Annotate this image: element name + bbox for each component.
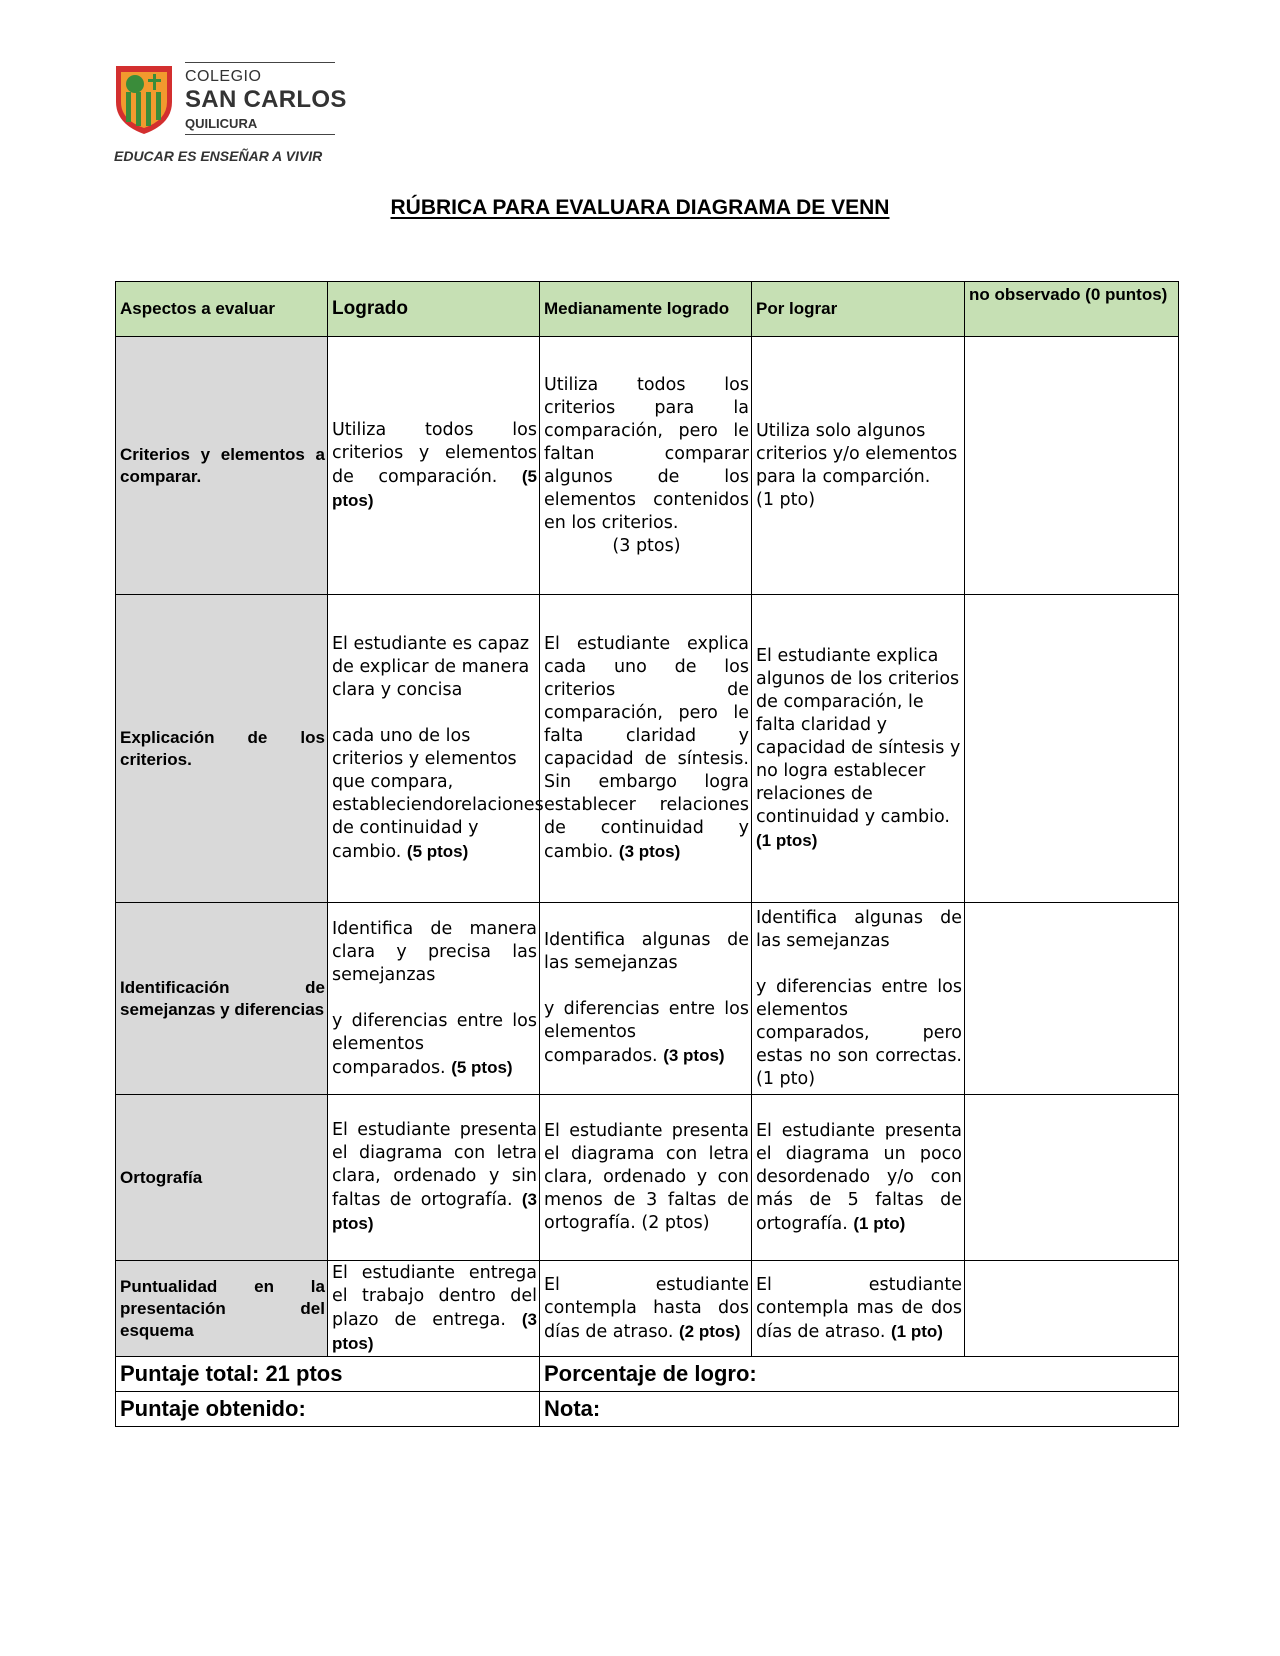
cell-text: Identifica algunas de las semejanzas [756, 907, 962, 951]
por-lograr-cell [752, 595, 965, 903]
nota: Nota: [540, 1392, 1179, 1427]
cell-text: El estudiante contempla mas de dos días de atraso. [756, 1274, 962, 1342]
logrado-cell [328, 337, 540, 595]
header-por-lograr: Por lograr [752, 282, 965, 337]
table-row [116, 595, 1179, 903]
aspect-cell: Puntualidad en la presentación del esquema [116, 1261, 328, 1357]
logo-line-2: SAN CARLOS [185, 86, 347, 113]
table-header-row [116, 282, 1179, 337]
cell-points: (1 pto) [853, 1213, 906, 1233]
cell-text: El estudiante entrega el trabajo dentro del plazo de entrega. [332, 1262, 537, 1330]
cell-points: (5 ptos) [332, 466, 537, 510]
cell-text: Utiliza todos los criterios y elementos de comparación. [332, 419, 537, 487]
no-observado-cell [965, 903, 1179, 1095]
aspect-cell: Ortografía [116, 1095, 328, 1261]
medio-cell [540, 1261, 752, 1357]
por-lograr-cell [752, 1095, 965, 1261]
cell-text: El estudiante es capaz de explicar de manera clara y concisa [332, 634, 530, 700]
school-crest-icon [113, 62, 175, 136]
header-aspectos: Aspectos a evaluar [116, 282, 328, 337]
cell-points: (3 ptos) [618, 842, 681, 861]
medio-cell [540, 337, 752, 595]
logrado-cell [328, 595, 544, 903]
header-logrado: Logrado [328, 282, 540, 337]
cell-text: Utiliza todos los criterios para la comparación, pero le faltan comparar algunos de los elementos contenidos en los criterios. [544, 374, 749, 533]
cell-points: (1 pto) [756, 1068, 816, 1089]
logrado-cell [328, 903, 540, 1095]
porcentaje-logro: Porcentaje de logro: [540, 1357, 1179, 1392]
cell-text: El estudiante presenta el diagrama un poco desordenado y/o con más de 5 faltas de ortografía. [756, 1120, 962, 1234]
cell-points: (3 ptos) [663, 1046, 725, 1065]
medio-cell [540, 903, 752, 1095]
cell-points: (2 ptos) [678, 1321, 741, 1341]
cell-text: El estudiante contempla hasta dos días de atraso. [544, 1274, 749, 1342]
cell-points: (1 ptos) [756, 830, 818, 850]
cell-text: y diferencias entre los elementos comparados. [332, 1010, 537, 1078]
footer-row-total [116, 1357, 1179, 1392]
footer-row-obtenido [116, 1392, 1179, 1427]
header-medianamente: Medianamente logrado [540, 282, 752, 337]
table-row [116, 903, 1179, 1095]
table-row [116, 337, 1179, 595]
cell-points: (2 ptos) [641, 1213, 710, 1233]
table-row [116, 1095, 1179, 1261]
cell-text: Utiliza solo algunos criterios y/o elementos para la comparción. [756, 420, 958, 487]
cell-points: (3 ptos) [332, 1309, 537, 1353]
cell-points: (5 ptos) [451, 1057, 513, 1077]
header-no-observado: no observado (0 puntos) [965, 282, 1179, 337]
no-observado-cell [965, 337, 1179, 595]
logo-line-1: COLEGIO [185, 68, 262, 85]
aspect-cell: Criterios y elementos a comparar. [116, 337, 328, 595]
por-lograr-cell [752, 337, 965, 595]
logrado-cell [328, 1095, 540, 1261]
cell-points: (5 ptos) [406, 842, 469, 861]
aspect-cell: Identificación de semejanzas y diferencias [116, 903, 328, 1095]
aspect-cell: Explicación de los criterios. [116, 595, 328, 903]
cell-points: (3 ptos) [332, 1190, 537, 1233]
logo-line-3: QUILICURA [185, 116, 258, 131]
cell-text: Identifica de manera clara y precisa las semejanzas [332, 918, 537, 985]
no-observado-cell [965, 1095, 1179, 1261]
medio-cell [540, 1095, 752, 1261]
medio-cell [540, 595, 752, 903]
cell-text: y diferencias entre los elementos comparados. [544, 999, 749, 1066]
rubric-table [115, 281, 1179, 1427]
cell-text: El estudiante explica algunos de los criterios de comparación, le falta claridad y capacidad de síntesis y no logra establecer relaciones de continuidad y cambio. [756, 645, 961, 827]
cell-text: El estudiante presenta el diagrama con letra clara, ordenado y sin faltas de ortografía. [332, 1120, 537, 1210]
cell-text: y diferencias entre los elementos comparados, pero estas no son correctas. [756, 976, 962, 1066]
puntaje-total: Puntaje total: 21 ptos [116, 1357, 540, 1392]
cell-points: (3 ptos) [612, 535, 681, 556]
cell-text: El estudiante presenta el diagrama con letra clara, ordenado y con menos de 3 faltas de ortografía. [544, 1121, 749, 1233]
school-motto: EDUCAR ES ENSEÑAR A VIVIR [114, 148, 323, 164]
cell-text: cada uno de los criterios y elementos que compara, estableciendorelaciones de continuidad y cambio. [332, 726, 544, 862]
table-row [116, 1261, 1179, 1357]
por-lograr-cell [752, 1261, 965, 1357]
puntaje-obtenido: Puntaje obtenido: [116, 1392, 540, 1427]
cell-points: (1 pto) [890, 1321, 943, 1341]
no-observado-cell [965, 1261, 1179, 1357]
no-observado-cell [965, 595, 1179, 903]
cell-text: El estudiante explica cada uno de los criterios de comparación, pero le falta claridad y capacidad de síntesis. Sin embargo logra establecer relaciones de continuidad y cambio. [544, 634, 749, 862]
cell-text: Identifica algunas de las semejanzas [544, 930, 749, 973]
document-title: RÚBRICA PARA EVALUARA DIAGRAMA DE VENN [390, 196, 890, 219]
logrado-cell [328, 1261, 540, 1357]
por-lograr-cell [752, 903, 965, 1095]
cell-points: (1 pto) [756, 489, 816, 510]
